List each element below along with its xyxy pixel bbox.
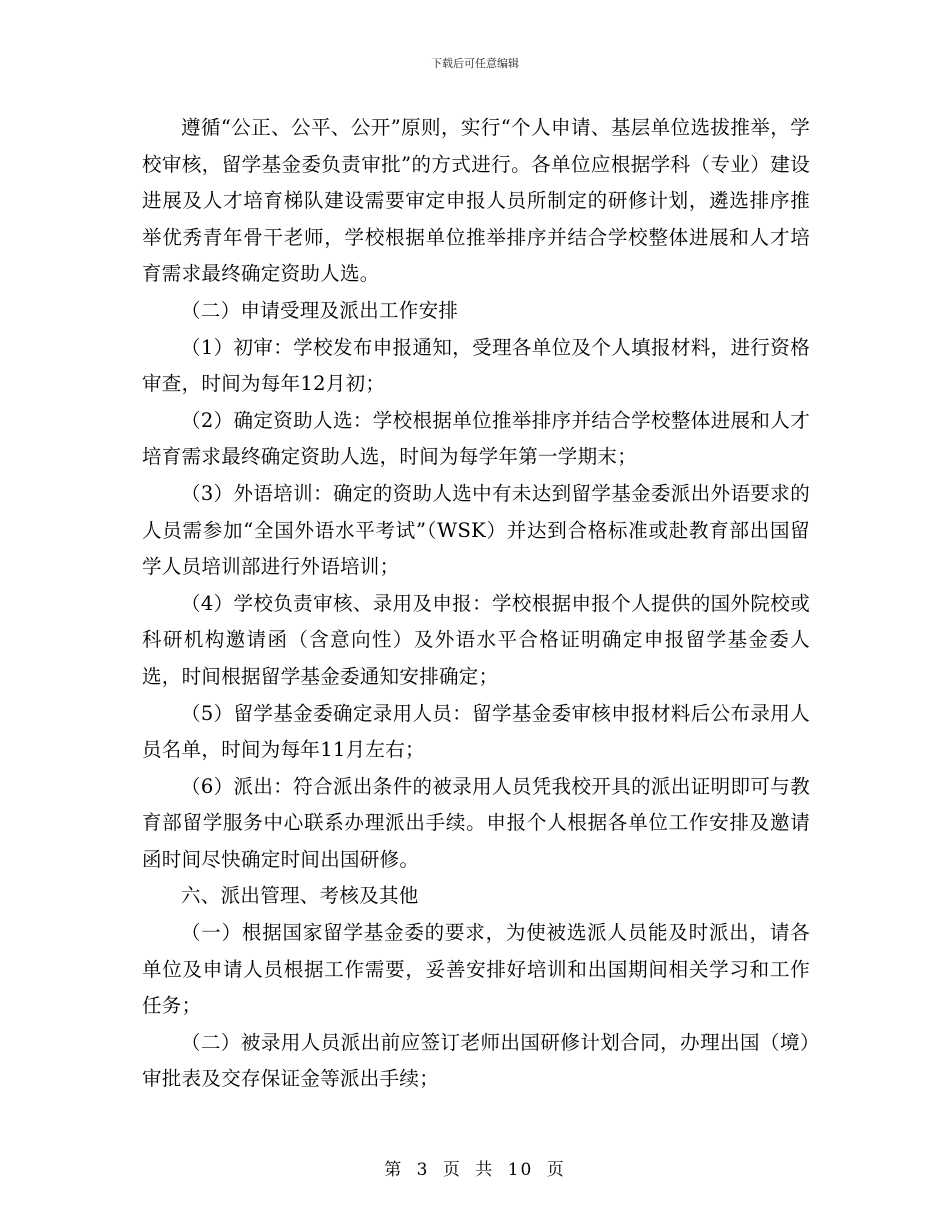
paragraph-step-4: （4）学校负责审核、录用及申报：学校根据申报个人提供的国外院校或科研机构邀请函（含意向性）及外语水平合格证明确定申报留学基金委人选，时间根据留学基金委通知安排确定； — [142, 591, 810, 688]
paragraph-step-2: （2）确定资助人选：学校根据单位推举排序并结合学校整体进展和人才培育需求最终确定资助人选，时间为每学年第一学期末； — [142, 408, 810, 469]
paragraph-step-1: （1）初审：学校发布申报通知，受理各单位及个人填报材料，进行资格审查，时间为每年12月初； — [142, 335, 810, 396]
paragraph-management-2: （二）被录用人员派出前应签订老师出国研修计划合同，办理出国（境）审批表及交存保证金等派出手续； — [142, 1030, 810, 1091]
paragraph-management-1: （一）根据国家留学基金委的要求，为使被选派人员能及时派出，请各单位及申请人员根据工作需要，妥善安排好培训和出国期间相关学习和工作任务； — [142, 921, 810, 1018]
paragraph-step-6: （6）派出：符合派出条件的被录用人员凭我校开具的派出证明即可与教育部留学服务中心联系办理派出手续。申报个人根据各单位工作安排及邀请函时间尽快确定时间出国研修。 — [142, 774, 810, 871]
page-number: 第 3 页 共 10 页 — [384, 1160, 566, 1180]
paragraph-step-5: （5）留学基金委确定录用人员：留学基金委审核申报材料后公布录用人员名单，时间为每年11月左右； — [142, 701, 810, 762]
paragraph-step-3: （3）外语培训：确定的资助人选中有未达到留学基金委派出外语要求的人员需参加“全国外语水平考试”（WSK）并达到合格标准或赴教育部出国留学人员培训部进行外语培训； — [142, 481, 810, 579]
document-body — [142, 110, 810, 1098]
section-heading-application: （二）申请受理及派出工作安排 — [181, 298, 459, 322]
page-header-note: 下载后可任意编辑 — [431, 57, 519, 70]
section-heading-management: 六、派出管理、考核及其他 — [181, 884, 419, 908]
paragraph-principle: 遵循“公正、公平、公开”原则，实行“个人申请、基层单位选拔推举，学校审核，留学基金委负责审批”的方式进行。各单位应根据学科（专业）建设进展及人才培育梯队建设需要审定申报人员所制定的研修计划，遴选排序推举优秀青年骨干老师，学校根据单位推举排序并结合学校整体进展和人才培育需求最终确定资助人选。 — [142, 116, 810, 286]
